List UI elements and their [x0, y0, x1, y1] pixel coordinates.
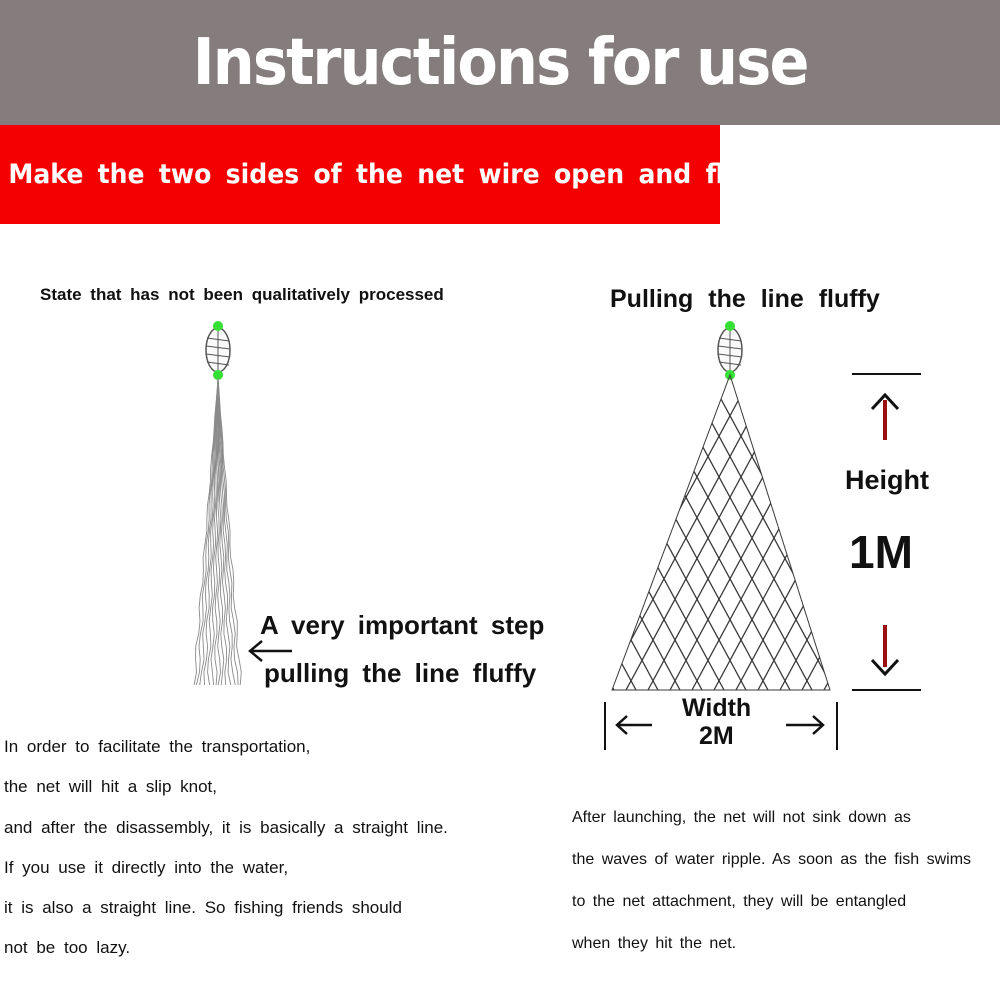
unprocessed-caption: State that has not been qualitatively processed: [40, 285, 444, 304]
down-arrow-icon: [872, 625, 898, 674]
width-left-arrow-icon: [617, 716, 652, 734]
height-value: 1M: [849, 526, 913, 578]
page-title: Instructions for use: [192, 25, 808, 100]
left-description-line: and after the disassembly, it is basically a straight line.: [4, 817, 448, 837]
right-description-line: when they hit the net.: [572, 935, 737, 952]
important-step-text: A very important step: [260, 610, 545, 640]
width-value: 2M: [699, 722, 734, 750]
left-description-line: it is also a straight line. So fishing friends should: [4, 898, 402, 918]
fluffy-caption: Pulling the line fluffy: [610, 285, 880, 313]
closed-net-strands: [194, 378, 241, 685]
height-label: Height: [845, 465, 929, 495]
up-arrow-icon: [872, 395, 898, 440]
open-net-float-icon: [718, 321, 742, 380]
closed-net-illustration: [194, 321, 241, 685]
right-description-line: to the net attachment, they will be entangled: [572, 893, 907, 910]
right-description-line: After launching, the net will not sink down as: [572, 809, 911, 826]
width-right-arrow-icon: [786, 716, 823, 734]
closed-net-float-icon: [206, 321, 230, 380]
right-description-line: the waves of water ripple. As soon as the fish swims: [572, 851, 972, 868]
banner-text: Make the two sides of the net wire open and fluffy: [8, 159, 779, 190]
width-label: Width: [682, 694, 752, 722]
left-description: [4, 727, 448, 969]
left-description-line: the net will hit a slip knot,: [4, 777, 217, 797]
right-description: [572, 797, 971, 965]
left-description-line: In order to facilitate the transportation,: [4, 737, 311, 756]
left-description-line: If you use it directly into the water,: [4, 857, 289, 877]
left-description-line: not be too lazy.: [4, 938, 131, 958]
pulling-line-text: pulling the line fluffy: [264, 658, 537, 688]
